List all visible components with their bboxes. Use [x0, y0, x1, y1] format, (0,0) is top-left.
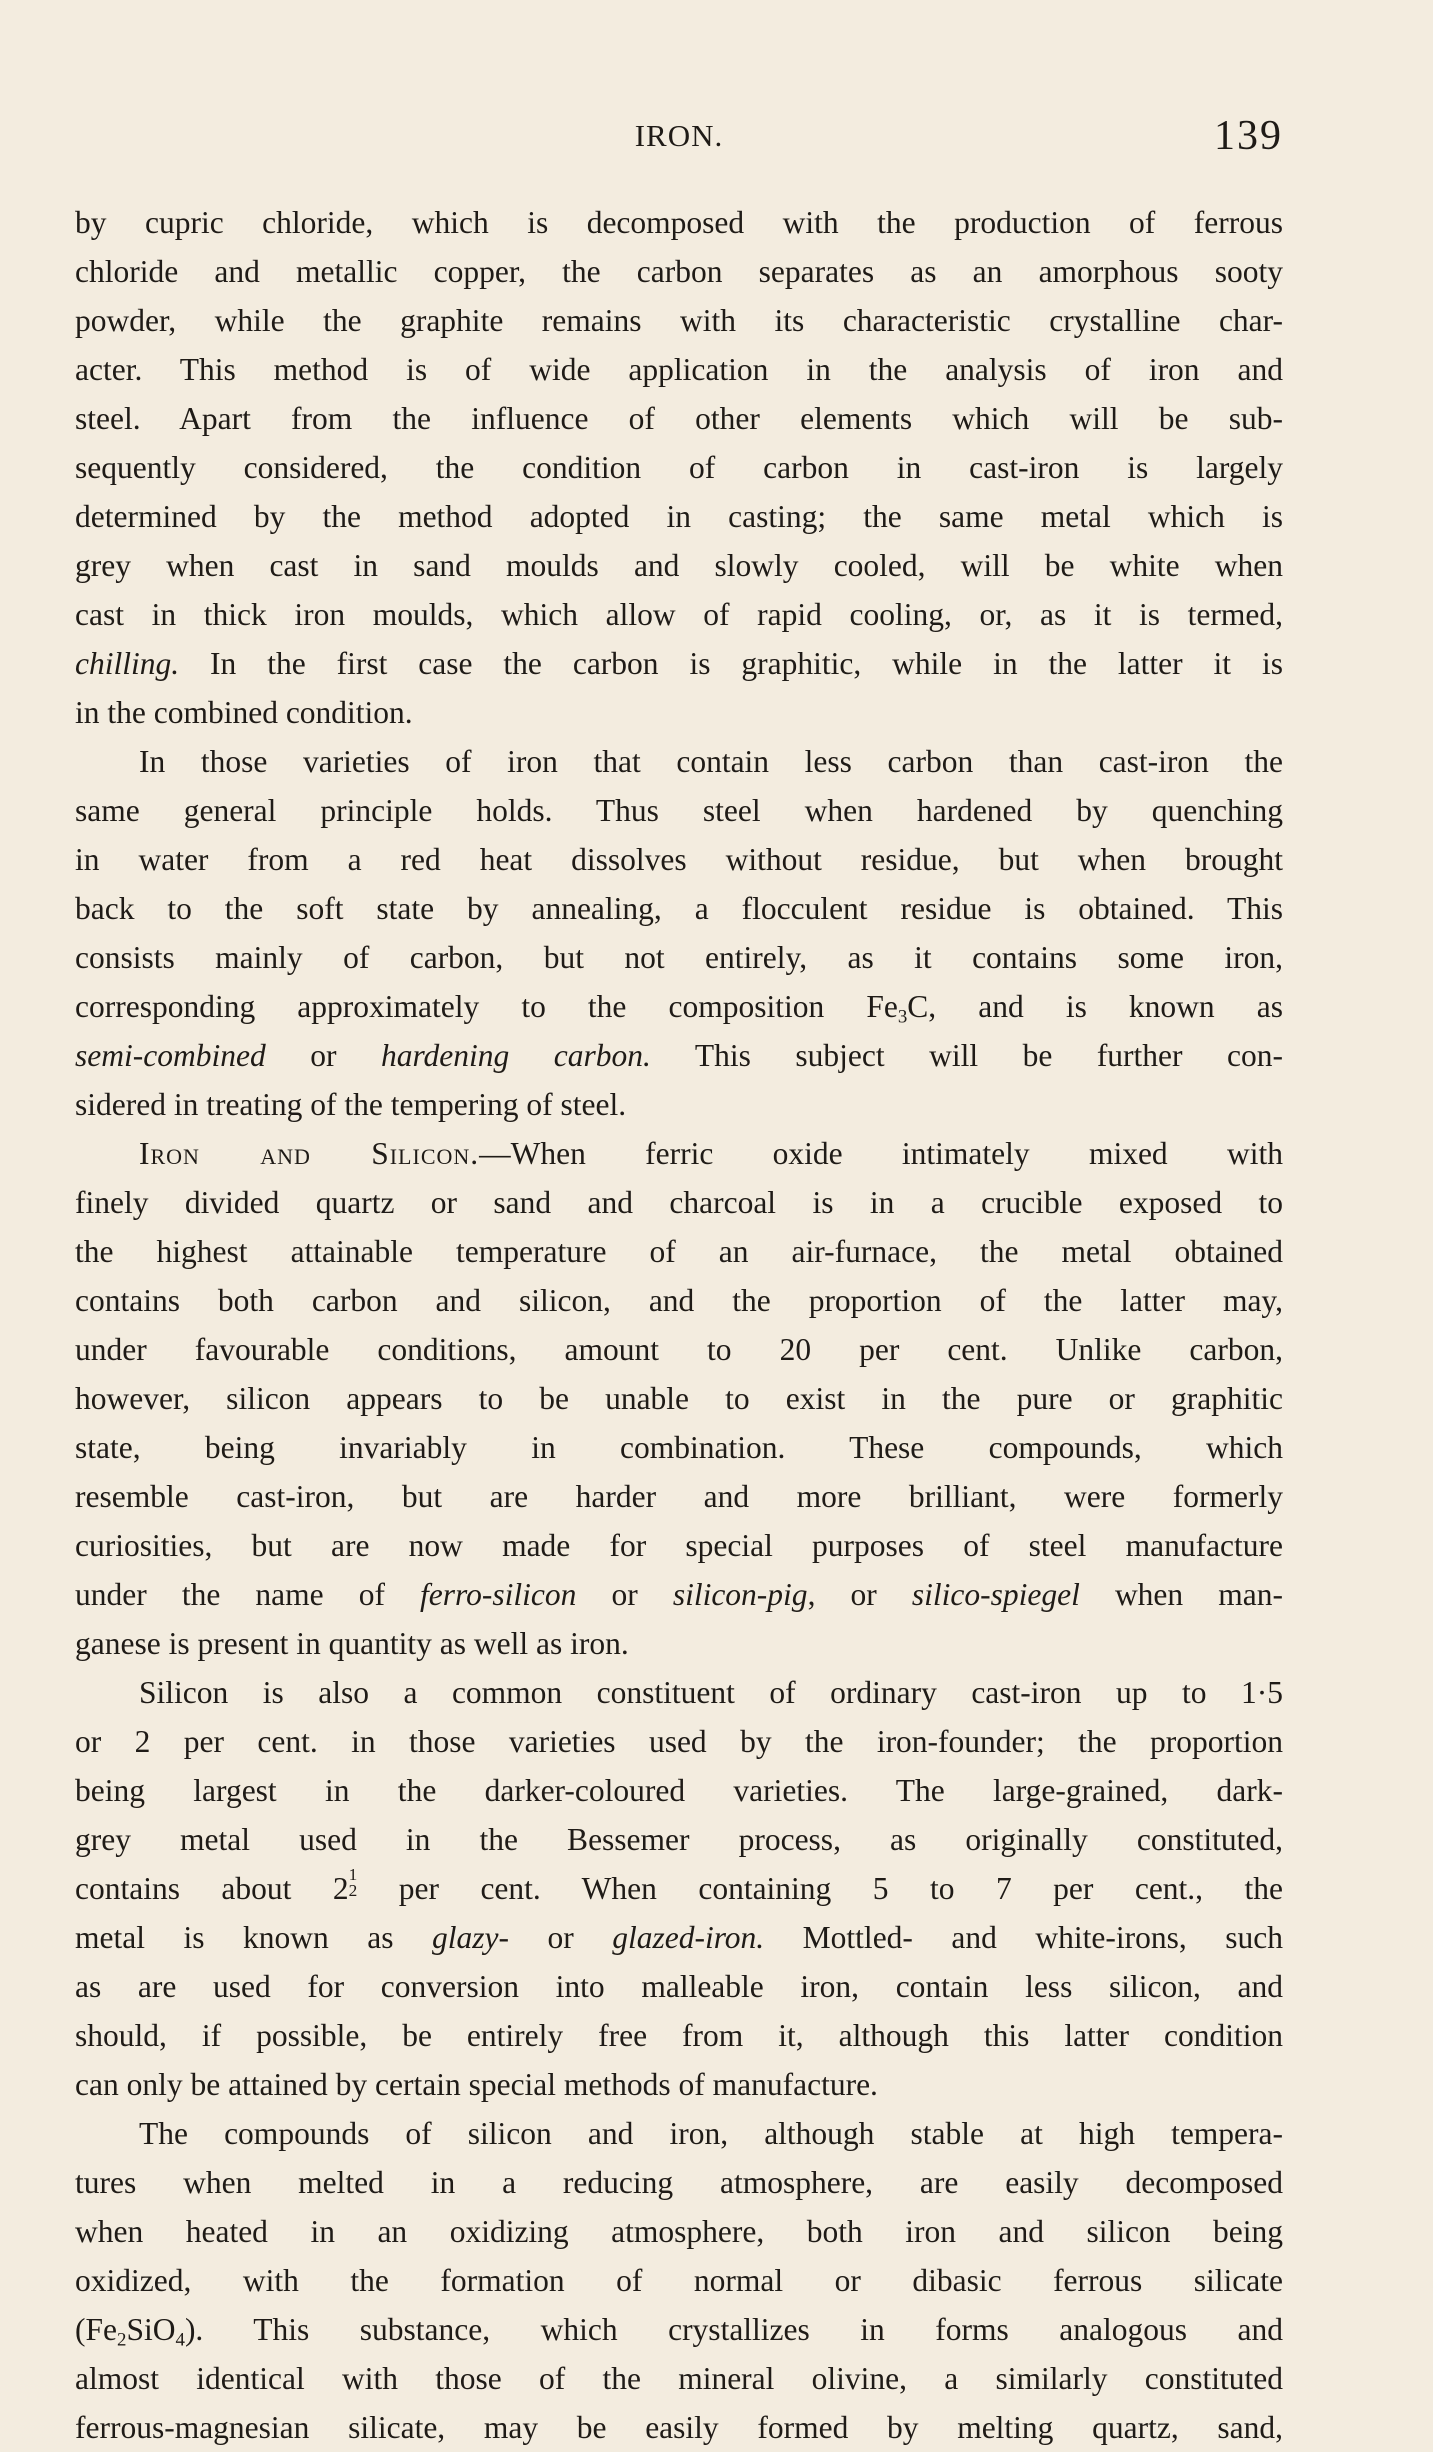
text-line: acter. This method is of wide application in the analysis of iron and — [75, 352, 1283, 387]
text-line: cast in thick iron moulds, which allow of rapid cooling, or, as it is termed, — [75, 597, 1283, 632]
text-line-rich: $(Fe_2SiO_4)$. This substance, which crystallizes in forms analogous and — [75, 2312, 1283, 2351]
text-line-rich: contains about 2 1 2 per cent. When containing 5 to 7 per cent., the — [75, 1864, 1283, 1906]
text-line: under favourable conditions, amount to 20 per cent. Unlike carbon, — [75, 1332, 1283, 1367]
text-line: ganese is present in quantity as well as iron. — [75, 1626, 629, 1661]
text-line: by cupric chloride, which is decomposed with the production of ferrous — [75, 205, 1283, 240]
text-line-rich: semi-combined or hardening carbon. This subject will be further con- — [75, 1038, 1283, 1073]
text-line: the highest attainable temperature of an air-furnace, the metal obtained — [75, 1234, 1283, 1269]
italic-term: silico-spiegel — [911, 1577, 1080, 1612]
text-line: contains both carbon and silicon, and the proportion of the latter may, — [75, 1283, 1283, 1318]
text-line: The compounds of silicon and iron, although stable at high tempera- — [139, 2116, 1283, 2151]
text-line: resemble cast-iron, but are harder and more brilliant, were formerly — [75, 1479, 1283, 1514]
text-line: Silicon is also a common constituent of ordinary cast-iron up to 1·5 — [139, 1675, 1283, 1710]
text-line: powder, while the graphite remains with its characteristic crystalline char- — [75, 303, 1283, 338]
text-line: or 2 per cent. in those varieties used by the iron-founder; the proportion — [75, 1724, 1283, 1759]
text-line: back to the soft state by annealing, a flocculent residue is obtained. This — [75, 891, 1283, 926]
text-line: same general principle holds. Thus steel when hardened by quenching — [75, 793, 1283, 828]
paragraph-3 — [75, 1129, 1283, 1668]
text-line: sidered in treating of the tempering of steel. — [75, 1087, 627, 1122]
text-line: tures when melted in a reducing atmosphere, are easily decomposed — [75, 2165, 1283, 2200]
italic-term: glazy- — [431, 1920, 509, 1955]
italic-term: hardening carbon. — [380, 1038, 651, 1073]
text-line: however, silicon appears to be unable to exist in the pure or graphitic — [75, 1381, 1283, 1416]
text-line-rich: under the name of ferro-silicon or silicon-pig, or silico-spiegel when man- — [75, 1577, 1283, 1612]
formula-fe3c: $Fe_3C$ — [866, 989, 929, 1028]
italic-term: silicon-pig — [672, 1577, 808, 1612]
text-line: in the combined condition. — [75, 695, 413, 730]
paragraph-5 — [75, 2109, 1283, 2452]
text-line: grey metal used in the Bessemer process, as originally constituted, — [75, 1822, 1283, 1857]
text-line: should, if possible, be entirely free from it, although this latter condition — [75, 2018, 1283, 2053]
italic-term: ferro-silicon — [420, 1577, 577, 1612]
italic-term: chilling. — [75, 646, 180, 681]
paragraph-4 — [75, 1668, 1283, 2109]
section-heading: Iron and Silicon. — [139, 1136, 480, 1171]
text-line: oxidized, with the formation of normal or dibasic ferrous silicate — [75, 2263, 1283, 2298]
text-line: in water from a red heat dissolves without residue, but when brought — [75, 842, 1283, 877]
text-line: finely divided quartz or sand and charcoal is in a crucible exposed to — [75, 1185, 1283, 1220]
fraction-two-and-half: 2 1 2 — [332, 1864, 358, 1906]
text-line: when heated in an oxidizing atmosphere, both iron and silicon being — [75, 2214, 1283, 2249]
text-line-rich: metal is known as glazy- or glazed-iron. Mottled- and white-irons, such — [75, 1920, 1283, 1955]
italic-term: semi-combined — [75, 1038, 266, 1073]
text-line: almost identical with those of the mineral olivine, a similarly constituted — [75, 2361, 1283, 2396]
text-line-rich: chilling. In the first case the carbon is graphitic, while in the latter it is — [75, 646, 1283, 681]
italic-term: glazed-iron. — [612, 1920, 765, 1955]
body-text — [75, 198, 1283, 2452]
text-line: can only be attained by certain special methods of manufacture. — [75, 2067, 878, 2102]
text-line-rich: Iron and Silicon.—When ferric oxide intimately mixed with — [139, 1136, 1283, 1171]
page-header — [75, 113, 1283, 168]
text-line: sequently considered, the condition of carbon in cast-iron is largely — [75, 450, 1283, 485]
text-line: being largest in the darker-coloured varieties. The large-grained, dark- — [75, 1773, 1283, 1808]
text-line: grey when cast in sand moulds and slowly cooled, will be white when — [75, 548, 1283, 583]
running-head: IRON. — [634, 118, 724, 153]
text-line: chloride and metallic copper, the carbon separates as an amorphous sooty — [75, 254, 1283, 289]
page-number: 139 — [1214, 113, 1283, 159]
paragraph-2 — [75, 737, 1283, 1129]
text-line: ferrous-magnesian silicate, may be easily formed by melting quartz, sand, — [75, 2410, 1283, 2445]
formula-fe2sio4: $Fe_2SiO_4$ — [85, 2312, 185, 2351]
paragraph-1 — [75, 198, 1283, 737]
text-line: consists mainly of carbon, but not entirely, as it contains some iron, — [75, 940, 1283, 975]
text-line-rich: corresponding approximately to the composition $Fe_3C$, and is known as — [75, 989, 1284, 1028]
text-line: curiosities, but are now made for special purposes of steel manufacture — [75, 1528, 1283, 1563]
text-line: state, being invariably in combination. These compounds, which — [75, 1430, 1283, 1465]
text-line: steel. Apart from the influence of other elements which will be sub- — [75, 401, 1283, 436]
text-line: determined by the method adopted in casting; the same metal which is — [75, 499, 1283, 534]
text-line: In those varieties of iron that contain less carbon than cast-iron the — [139, 744, 1283, 779]
text-line: as are used for conversion into malleable iron, contain less silicon, and — [75, 1969, 1283, 2004]
